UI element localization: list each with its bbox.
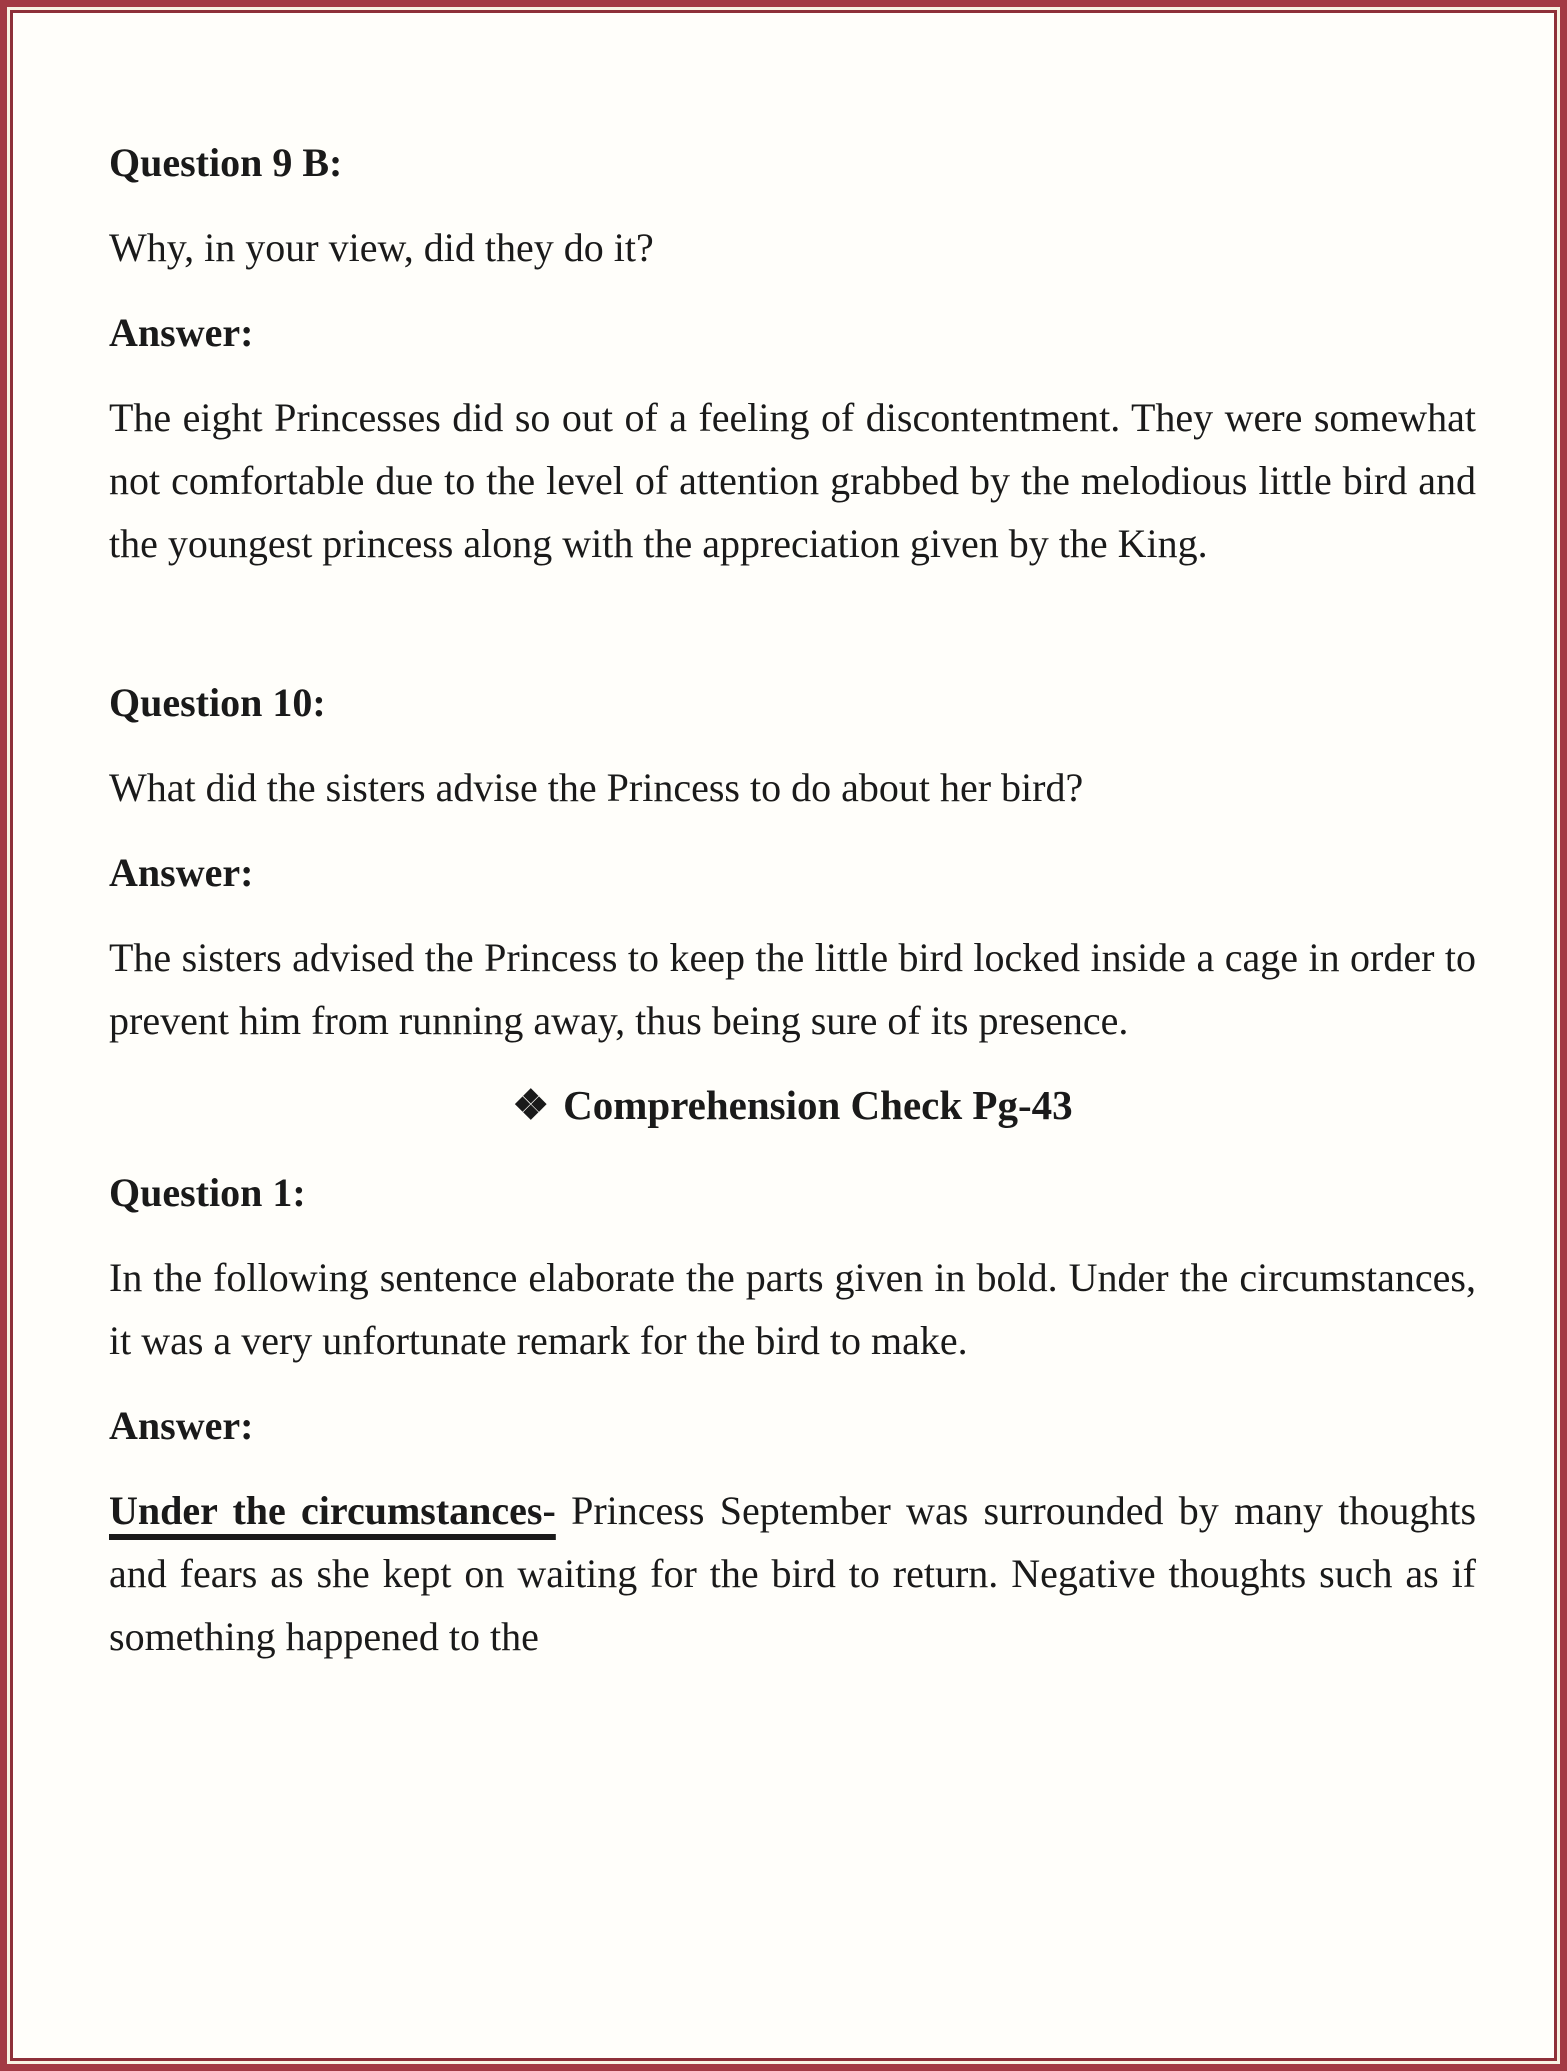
answer-rest-text: Princess September was surrounded by many thoughts and fears as she kept on waiting for the bird to return. Negative thoughts such as if something happened to the bbox=[109, 1488, 1477, 1659]
question-1-text: In the following sentence elaborate the parts given in bold. Under the circumstances, it was a very unfortunate remark for the bird to make. bbox=[109, 1255, 1476, 1363]
question-9b-answer-label: Answer: bbox=[109, 310, 254, 355]
question-10-heading: Question 10: bbox=[109, 680, 326, 725]
question-1-heading: Question 1: bbox=[109, 1170, 306, 1215]
diamond-bullet-icon: ❖ bbox=[512, 1082, 550, 1128]
question-10-answer: The sisters advised the Princess to keep the little bird locked inside a cage in order to prevent him from running away, thus being sure of its presence. bbox=[109, 935, 1476, 1043]
answer-underlined-phrase: Under the circumstances- bbox=[109, 1488, 556, 1533]
question-9b-text: Why, in your view, did they do it? bbox=[109, 225, 654, 270]
question-10-text: What did the sisters advise the Princess to do about her bird? bbox=[109, 765, 1084, 810]
comprehension-check-heading bbox=[109, 1074, 1476, 1137]
question-1-answer-label: Answer: bbox=[109, 1403, 254, 1448]
question-9b-heading: Question 9 B: bbox=[109, 140, 343, 185]
page-content bbox=[13, 13, 1554, 2058]
question-1-answer bbox=[109, 1479, 1476, 1668]
question-9b-answer: The eight Princesses did so out of a feeling of discontentment. They were somewhat not comfortable due to the level of attention grabbed by the melodious little bird and the youngest princess along with the appreciation given by the King. bbox=[109, 395, 1476, 566]
question-10-answer-label: Answer: bbox=[109, 850, 254, 895]
comprehension-check-title: Comprehension Check Pg-43 bbox=[563, 1082, 1073, 1128]
page-border bbox=[10, 10, 1557, 2061]
